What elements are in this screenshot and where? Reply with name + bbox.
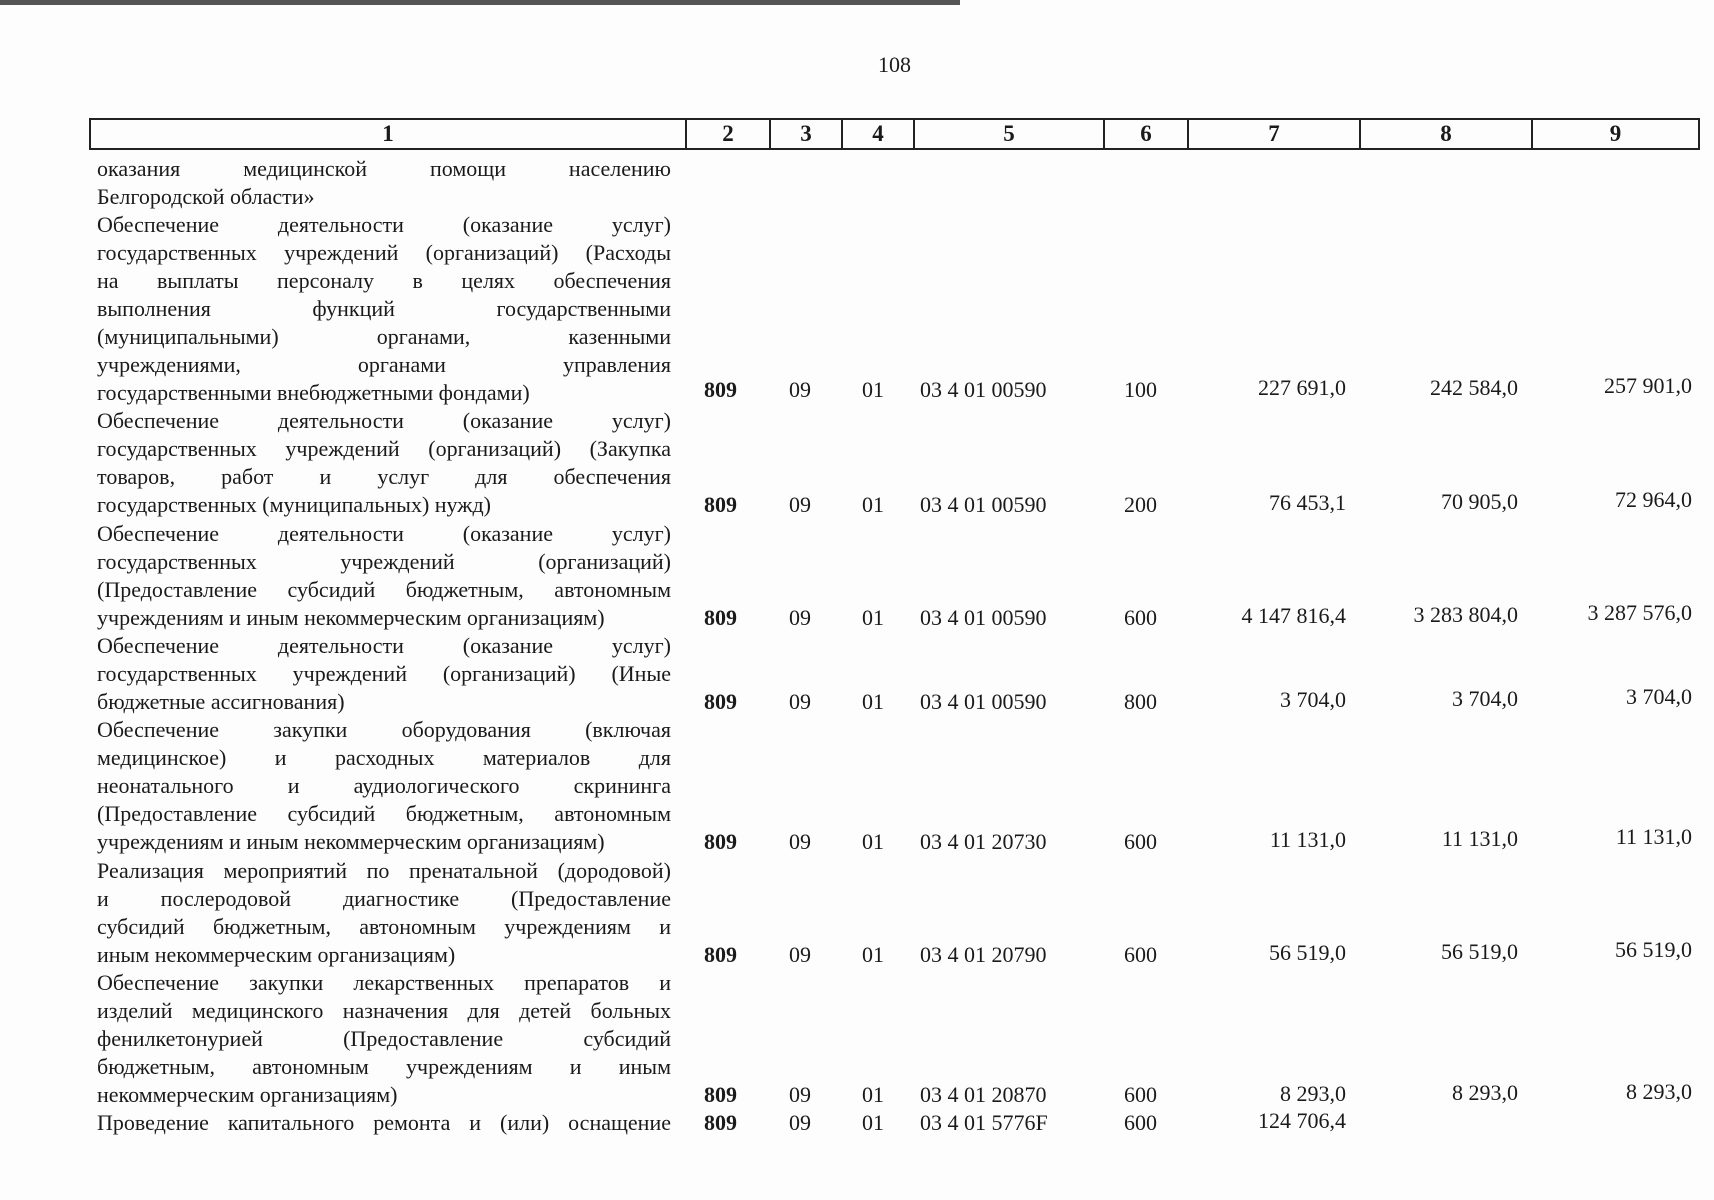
- desc-line: государственных учреждений (организаций) (Иные: [97, 661, 671, 686]
- header-col-1: 1: [382, 121, 394, 146]
- cell-col-2: 809: [704, 492, 737, 517]
- cell-col-5: 03 4 01 20870: [920, 1082, 1047, 1107]
- cell-col-4: 01: [862, 689, 884, 714]
- cell-col-7: 8 293,0: [1280, 1081, 1346, 1106]
- desc-line: (Предоставление субсидий бюджетным, автономным: [97, 801, 671, 826]
- desc-line: Проведение капитального ремонта и (или) оснащение: [97, 1110, 671, 1135]
- desc-line: учреждениям и иным некоммерческим организациям): [97, 829, 605, 854]
- cell-col-5: 03 4 01 00590: [920, 377, 1047, 402]
- desc-line: государственных учреждений (организаций) (Расходы: [97, 240, 671, 265]
- desc-line: государственных учреждений (организаций): [97, 549, 671, 574]
- cell-col-2: 809: [704, 689, 737, 714]
- cell-col-3: 09: [789, 377, 811, 402]
- cell-col-6: 600: [1124, 1082, 1157, 1107]
- header-col-4: 4: [841, 120, 913, 148]
- cell-col-3: 09: [789, 492, 811, 517]
- cell-col-8: 3 704,0: [1452, 686, 1518, 711]
- cell-col-9: 11 131,0: [1615, 824, 1692, 849]
- desc-line: изделий медицинского назначения для детей больных: [97, 998, 671, 1023]
- desc-line: Обеспечение деятельности (оказание услуг): [97, 212, 671, 237]
- desc-line: Белгородской области»: [97, 184, 315, 209]
- cell-col-6: 600: [1124, 605, 1157, 630]
- row-description: [97, 969, 671, 1109]
- cell-col-9: 8 293,0: [1626, 1079, 1692, 1104]
- cell-col-9: 257 901,0: [1604, 373, 1692, 398]
- cell-col-3: 09: [789, 689, 811, 714]
- desc-line: товаров, работ и услуг для обеспечения: [97, 464, 671, 489]
- cell-col-6: 600: [1124, 1110, 1157, 1135]
- intro-description: [97, 155, 671, 211]
- desc-line: бюджетным, автономным учреждениям и иным: [97, 1054, 671, 1079]
- top-border-line: [0, 0, 960, 5]
- desc-line: государственных (муниципальных) нужд): [97, 492, 491, 517]
- cell-col-4: 01: [862, 377, 884, 402]
- cell-col-8: 70 905,0: [1441, 489, 1518, 514]
- cell-col-2: 809: [704, 829, 737, 854]
- cell-col-4: 01: [862, 492, 884, 517]
- cell-col-7: 3 704,0: [1280, 687, 1346, 712]
- header-col-7: 7: [1187, 120, 1359, 148]
- header-col-2: 2: [685, 120, 769, 148]
- cell-col-3: 09: [789, 1110, 811, 1135]
- cell-col-6: 800: [1124, 689, 1157, 714]
- row-description: [97, 716, 671, 856]
- desc-line: неонатального и аудиологического скрининга: [97, 773, 671, 798]
- desc-line: Обеспечение закупки лекарственных препаратов и: [97, 970, 671, 995]
- cell-col-8: 11 131,0: [1441, 826, 1518, 851]
- row-description: [97, 632, 671, 716]
- cell-col-9: 3 704,0: [1626, 684, 1692, 709]
- cell-col-6: 100: [1124, 377, 1157, 402]
- cell-col-6: 600: [1124, 829, 1157, 854]
- cell-col-3: 09: [789, 1082, 811, 1107]
- cell-col-2: 809: [704, 377, 737, 402]
- header-col-5: 5: [913, 120, 1103, 148]
- desc-line: иным некоммерческим организациям): [97, 942, 456, 967]
- desc-line: медицинское) и расходных материалов для: [97, 745, 671, 770]
- cell-col-5: 03 4 01 00590: [920, 492, 1047, 517]
- cell-col-3: 09: [789, 829, 811, 854]
- desc-line: Обеспечение деятельности (оказание услуг): [97, 408, 671, 433]
- cell-col-7: 11 131,0: [1269, 827, 1346, 852]
- cell-col-4: 01: [862, 942, 884, 967]
- cell-col-2: 809: [704, 605, 737, 630]
- cell-col-2: 809: [704, 1110, 737, 1135]
- desc-line: некоммерческим организациям): [97, 1082, 398, 1107]
- cell-col-7: 56 519,0: [1269, 940, 1346, 965]
- cell-col-3: 09: [789, 942, 811, 967]
- desc-line: государственных учреждений (организаций) (Закупка: [97, 436, 671, 461]
- cell-col-5: 03 4 01 20790: [920, 942, 1047, 967]
- cell-col-2: 809: [704, 1082, 737, 1107]
- desc-line: субсидий бюджетным, автономным учреждениям и: [97, 914, 671, 939]
- cell-col-8: 8 293,0: [1452, 1080, 1518, 1105]
- cell-col-8: 56 519,0: [1441, 939, 1518, 964]
- desc-line: Обеспечение деятельности (оказание услуг): [97, 521, 671, 546]
- cell-col-9: 72 964,0: [1615, 487, 1692, 512]
- header-col-3: 3: [769, 120, 841, 148]
- desc-line: бюджетные ассигнования): [97, 689, 345, 714]
- desc-line: оказания медицинской помощи населению: [97, 156, 671, 181]
- desc-line: государственными внебюджетными фондами): [97, 380, 530, 405]
- cell-col-6: 200: [1124, 492, 1157, 517]
- desc-line: Обеспечение закупки оборудования (включая: [97, 717, 671, 742]
- cell-col-8: 3 283 804,0: [1413, 602, 1518, 627]
- page-number: 108: [878, 52, 911, 77]
- header-col-8: 8: [1359, 120, 1531, 148]
- cell-col-3: 09: [789, 605, 811, 630]
- cell-col-4: 01: [862, 605, 884, 630]
- cell-col-7: 76 453,1: [1269, 490, 1346, 515]
- desc-line: на выплаты персоналу в целях обеспечения: [97, 268, 671, 293]
- desc-line: (муниципальными) органами, казенными: [97, 324, 671, 349]
- cell-col-4: 01: [862, 1082, 884, 1107]
- cell-col-2: 809: [704, 942, 737, 967]
- desc-line: Реализация мероприятий по пренатальной (дородовой): [97, 858, 671, 883]
- cell-col-7: 4 147 816,4: [1241, 603, 1346, 628]
- cell-col-9: 3 287 576,0: [1587, 600, 1692, 625]
- row-description: [97, 520, 671, 632]
- cell-col-5: 03 4 01 20730: [920, 829, 1047, 854]
- cell-col-9: 56 519,0: [1615, 937, 1692, 962]
- header-col-6: 6: [1103, 120, 1187, 148]
- row-description: [97, 407, 671, 519]
- desc-line: и послеродовой диагностике (Предоставление: [97, 886, 671, 911]
- desc-line: фенилкетонурией (Предоставление субсидий: [97, 1026, 671, 1051]
- table-header: [89, 118, 1700, 150]
- cell-col-5: 03 4 01 00590: [920, 605, 1047, 630]
- desc-line: (Предоставление субсидий бюджетным, автономным: [97, 577, 671, 602]
- row-description: [97, 857, 671, 969]
- cell-col-8: 242 584,0: [1430, 375, 1518, 400]
- cell-col-4: 01: [862, 829, 884, 854]
- cell-col-6: 600: [1124, 942, 1157, 967]
- desc-line: выполнения функций государственными: [97, 296, 671, 321]
- cell-col-7: 124 706,4: [1258, 1108, 1346, 1133]
- row-description: [97, 211, 671, 407]
- cell-col-5: 03 4 01 00590: [920, 689, 1047, 714]
- desc-line: учреждениями, органами управления: [97, 352, 671, 377]
- cell-col-7: 227 691,0: [1258, 375, 1346, 400]
- row-description: [97, 1109, 671, 1137]
- cell-col-4: 01: [862, 1110, 884, 1135]
- desc-line: учреждениям и иным некоммерческим организациям): [97, 605, 605, 630]
- header-col-9: 9: [1531, 120, 1698, 148]
- cell-col-5: 03 4 01 5776F: [920, 1110, 1048, 1135]
- desc-line: Обеспечение деятельности (оказание услуг): [97, 633, 671, 658]
